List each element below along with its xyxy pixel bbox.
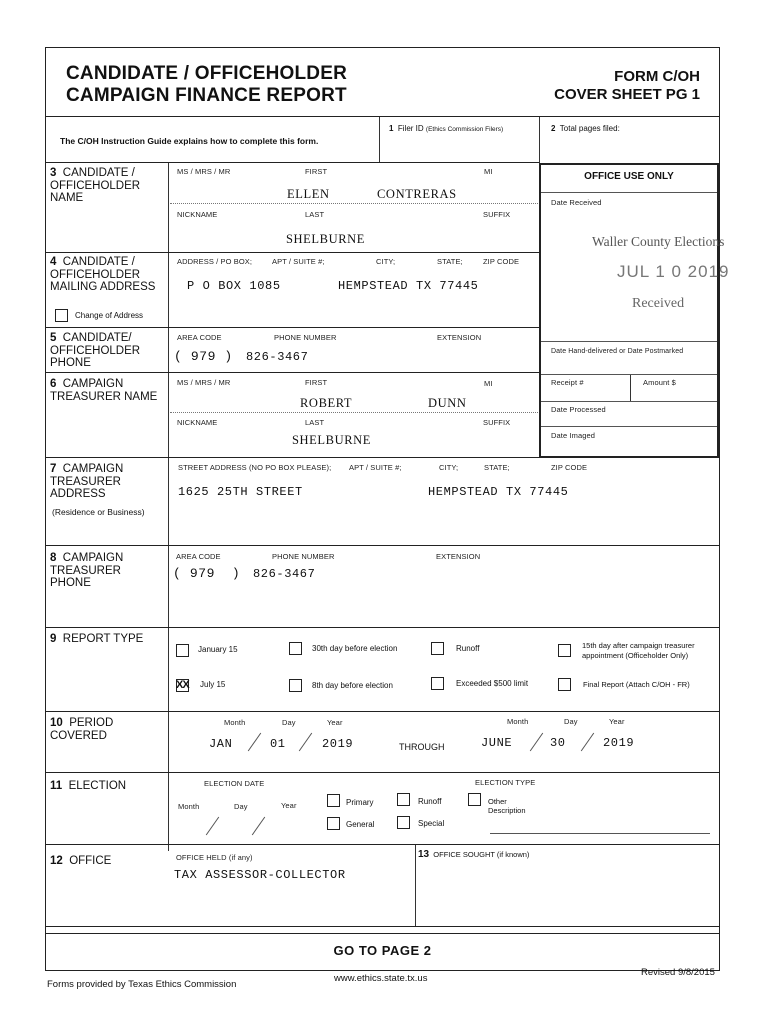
received-stamp-county: Waller County Elections	[592, 234, 725, 249]
divider	[45, 327, 539, 328]
divider	[45, 933, 720, 934]
runoff-report-label: Runoff	[456, 644, 480, 653]
election-date-label: ELECTION DATE	[204, 779, 265, 788]
divider	[45, 252, 539, 253]
revised-date: Revised 9/8/2015	[641, 967, 715, 978]
mi-label: MI	[484, 379, 493, 388]
section-9-label: 9 REPORT TYPE	[50, 633, 144, 645]
date-processed-label: Date Processed	[551, 405, 606, 414]
change-of-address-label: Change of Address	[75, 311, 144, 320]
phone-number-label: PHONE NUMBER	[274, 333, 337, 342]
apt-label: APT / SUITE #;	[349, 463, 402, 472]
form-title-line1: CANDIDATE / OFFICEHOLDER	[66, 63, 347, 84]
july-15-label: July 15	[200, 680, 226, 689]
zip-label: ZIP CODE	[483, 257, 520, 266]
office-held-value[interactable]: TAX ASSESSOR-COLLECTOR	[174, 868, 346, 882]
divider	[45, 844, 720, 845]
divider	[45, 926, 720, 927]
divider	[541, 374, 717, 375]
treasurer-first-name[interactable]: ROBERT	[300, 396, 353, 410]
month-label: Month	[224, 718, 246, 727]
state-label: STATE;	[437, 257, 463, 266]
office-use-title: OFFICE USE ONLY	[584, 171, 674, 182]
address-label: ADDRESS / PO BOX;	[177, 257, 253, 266]
hand-delivered-label: Date Hand-delivered or Date Postmarked	[551, 348, 684, 355]
date-received-label: Date Received	[551, 198, 602, 207]
change-of-address-checkbox[interactable]	[55, 309, 68, 322]
divider	[45, 711, 720, 712]
january-15-checkbox[interactable]	[176, 644, 189, 657]
zip-label: ZIP CODE	[551, 463, 588, 472]
year-label: Year	[609, 717, 625, 726]
8th-day-label: 8th day before election	[312, 681, 393, 690]
day-label: Day	[564, 717, 578, 726]
runoff-election-checkbox[interactable]	[397, 793, 410, 806]
final-report-label: Final Report (Attach C/OH - FR)	[583, 680, 690, 689]
divider	[541, 401, 717, 402]
area-code-label: AREA CODE	[177, 333, 222, 342]
other-description-line	[490, 833, 710, 834]
period-from-year[interactable]: 2019	[322, 737, 354, 751]
left-column-divider	[168, 163, 169, 851]
runoff-election-label: Runoff	[418, 797, 442, 806]
runoff-report-checkbox[interactable]	[431, 642, 444, 655]
section-7-label: 7 CAMPAIGN TREASURER ADDRESS	[50, 463, 124, 500]
divider	[45, 116, 720, 117]
extension-label: EXTENSION	[437, 333, 482, 342]
nickname-label: NICKNAME	[177, 418, 218, 427]
total-pages-label: 2 Total pages filed:	[551, 124, 620, 133]
other-description-label: Other Description	[488, 797, 526, 815]
section-8-label: 8 CAMPAIGN TREASURER PHONE	[50, 552, 124, 589]
8th-day-checkbox[interactable]	[289, 679, 302, 692]
month-label: Month	[178, 802, 200, 811]
treasurer-mi[interactable]: DUNN	[428, 396, 467, 410]
last-label: LAST	[305, 210, 325, 219]
period-to-month[interactable]: JUNE	[481, 736, 513, 750]
first-label: FIRST	[305, 378, 328, 387]
extension-label: EXTENSION	[436, 552, 481, 561]
candidate-mi[interactable]: CONTRERAS	[377, 187, 457, 201]
candidate-last-name[interactable]: SHELBURNE	[286, 232, 366, 246]
primary-checkbox[interactable]	[327, 794, 340, 807]
candidate-address[interactable]: P O BOX 1085	[187, 279, 281, 293]
dotted-separator	[170, 203, 538, 204]
section-6-label: 6 CAMPAIGN TREASURER NAME	[50, 378, 158, 403]
city-label: CITY;	[439, 463, 459, 472]
forms-provided-by: Forms provided by Texas Ethics Commission	[47, 979, 237, 990]
primary-label: Primary	[346, 798, 374, 807]
year-label: Year	[327, 718, 343, 727]
website-link[interactable]: www.ethics.state.tx.us	[334, 973, 428, 984]
exceeded-limit-label: Exceeded $500 limit	[456, 679, 529, 688]
section-10-label: 10 PERIOD COVERED	[50, 717, 114, 742]
30th-day-checkbox[interactable]	[289, 642, 302, 655]
treasurer-area-code[interactable]: ( 979 )	[173, 566, 241, 581]
last-label: LAST	[305, 418, 325, 427]
period-from-month[interactable]: JAN	[209, 737, 233, 751]
office-held-label: OFFICE HELD (if any)	[176, 853, 253, 862]
amount-label: Amount $	[643, 378, 676, 387]
received-stamp-date: JUL 1 0 2019	[617, 262, 730, 281]
section-12-label: 12 OFFICE	[50, 855, 112, 867]
divider	[539, 117, 540, 163]
mi-label: MI	[484, 167, 493, 176]
first-label: FIRST	[305, 167, 328, 176]
form-title-line2: CAMPAIGN FINANCE REPORT	[66, 85, 347, 106]
period-to-day[interactable]: 30	[550, 736, 566, 750]
divider	[45, 772, 720, 773]
treasurer-last-name[interactable]: SHELBURNE	[292, 433, 372, 447]
form-subtitle: COVER SHEET PG 1	[554, 86, 700, 103]
phone-number-label: PHONE NUMBER	[272, 552, 335, 561]
candidate-phone[interactable]: 826-3467	[246, 350, 309, 364]
divider	[415, 845, 416, 927]
received-stamp-label: Received	[632, 296, 685, 311]
treasurer-street[interactable]: 1625 25TH STREET	[178, 485, 303, 499]
january-15-label: January 15	[198, 645, 238, 654]
divider	[45, 162, 539, 163]
divider	[45, 545, 720, 546]
street-label: STREET ADDRESS (NO PO BOX PLEASE);	[178, 463, 332, 472]
final-report-checkbox[interactable]	[558, 678, 571, 691]
month-label: Month	[507, 717, 529, 726]
state-label: STATE;	[484, 463, 510, 472]
suffix-label: SUFFIX	[483, 418, 511, 427]
section-5-label: 5 CANDIDATE/ OFFICEHOLDER PHONE	[50, 332, 141, 369]
section-3-label: 3 CANDIDATE / OFFICEHOLDER NAME	[50, 167, 141, 204]
candidate-city-state-zip[interactable]: HEMPSTEAD TX 77445	[338, 279, 479, 293]
area-code-label: AREA CODE	[176, 552, 221, 561]
divider	[541, 426, 717, 427]
title-label: MS / MRS / MR	[177, 378, 231, 387]
general-label: General	[346, 820, 375, 829]
day-label: Day	[282, 718, 296, 727]
section-4-label: 4 CANDIDATE / OFFICEHOLDER MAILING ADDRESS	[50, 256, 156, 293]
treasurer-city-state-zip[interactable]: HEMPSTEAD TX 77445	[428, 485, 569, 499]
15th-day-after-label: 15th day after campaign treasurer appointment (Officeholder Only)	[582, 641, 695, 660]
special-label: Special	[418, 819, 445, 828]
year-label: Year	[281, 801, 297, 810]
office-sought-label: 13 OFFICE SOUGHT (if known)	[418, 849, 530, 860]
july-15-check-mark: XX	[176, 679, 189, 691]
candidate-first-name[interactable]: ELLEN	[287, 187, 330, 201]
exceeded-limit-checkbox[interactable]	[431, 677, 444, 690]
dotted-separator	[170, 412, 538, 413]
divider	[45, 457, 720, 458]
election-type-label: ELECTION TYPE	[475, 778, 536, 787]
apt-label: APT / SUITE #;	[272, 257, 325, 266]
divider	[630, 375, 631, 401]
filer-id-label: 1 Filer ID (Ethics Commission Filers)	[389, 124, 504, 133]
city-label: CITY;	[376, 257, 396, 266]
30th-day-label: 30th day before election	[312, 644, 398, 653]
date-imaged-label: Date Imaged	[551, 431, 596, 440]
period-from-day[interactable]: 01	[270, 737, 286, 751]
through-label: THROUGH	[399, 742, 445, 752]
form-id: FORM C/OH	[614, 68, 700, 85]
general-checkbox[interactable]	[327, 817, 340, 830]
special-checkbox[interactable]	[397, 816, 410, 829]
divider	[541, 192, 717, 193]
day-label: Day	[234, 802, 248, 811]
candidate-area-code[interactable]: ( 979 )	[174, 349, 233, 364]
divider	[45, 627, 720, 628]
section-11-label: 11 ELECTION	[50, 780, 127, 792]
divider	[379, 117, 380, 163]
period-to-year[interactable]: 2019	[603, 736, 635, 750]
suffix-label: SUFFIX	[483, 210, 511, 219]
15th-day-after-checkbox[interactable]	[558, 644, 571, 657]
other-checkbox[interactable]	[468, 793, 481, 806]
divider	[45, 372, 539, 373]
nickname-label: NICKNAME	[177, 210, 218, 219]
residence-note: (Residence or Business)	[52, 507, 145, 517]
treasurer-phone[interactable]: 826-3467	[253, 567, 316, 581]
receipt-label: Receipt #	[551, 378, 584, 387]
instruction-text: The C/OH Instruction Guide explains how to complete this form.	[60, 136, 319, 146]
title-label: MS / MRS / MR	[177, 167, 231, 176]
go-to-page-2: GO TO PAGE 2	[333, 943, 432, 958]
divider	[541, 341, 717, 342]
